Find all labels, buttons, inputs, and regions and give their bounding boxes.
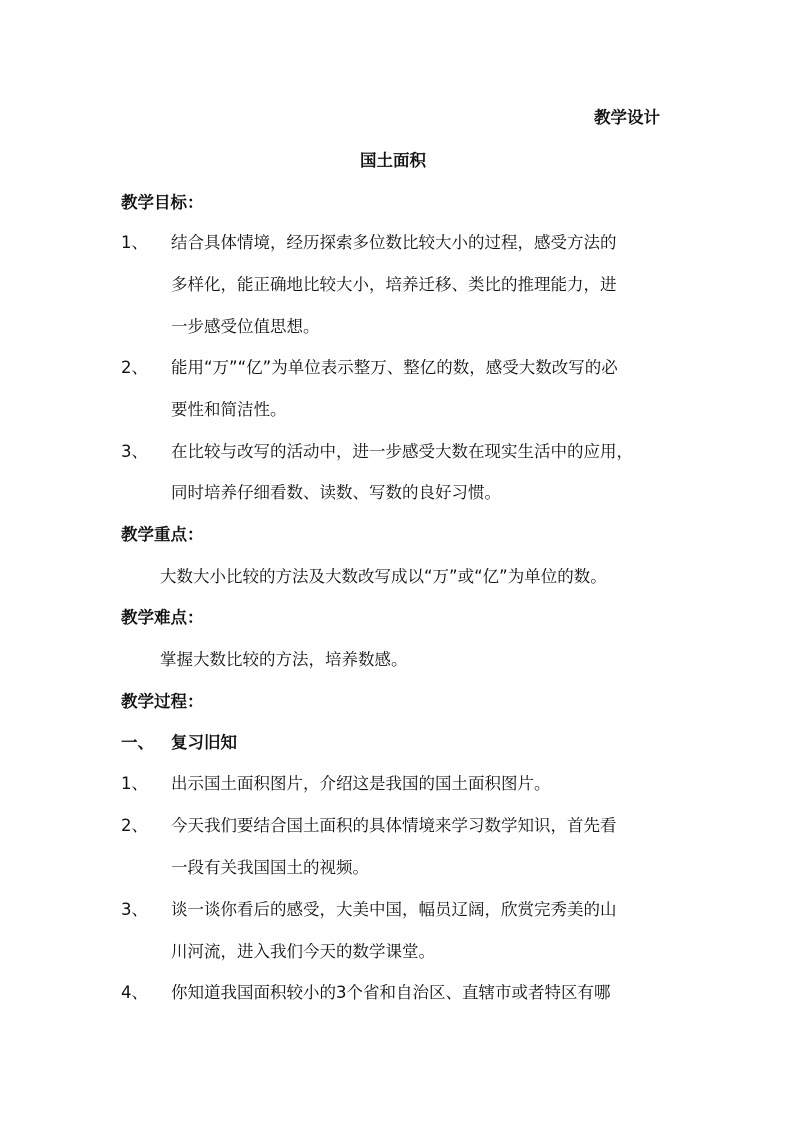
process-text-line: 川河流，进入我们今天的数学课堂。 xyxy=(171,942,435,961)
goal-text-line: 能用“万”“亿”为单位表示整万、整亿的数，感受大数改写的必 xyxy=(171,358,618,377)
difficulties-heading: 教学难点： xyxy=(121,608,204,627)
goal-text-line: 在比较与改写的活动中，进一步感受大数在现实生活中的应用， xyxy=(171,442,633,461)
section-number: 一、 xyxy=(121,733,154,752)
section-title: 复习旧知 xyxy=(171,733,237,752)
process-number: 3、 xyxy=(121,900,148,919)
process-number: 2、 xyxy=(121,816,148,835)
goal-text-line: 结合具体情境，经历探索多位数比较大小的过程，感受方法的 xyxy=(171,233,617,252)
goal-text-line: 多样化，能正确地比较大小，培养迁移、类比的推理能力，进 xyxy=(171,275,617,294)
key-points-text: 大数大小比较的方法及大数改写成以“万”或“亿”为单位的数。 xyxy=(160,567,607,586)
page-title: 国土面积 xyxy=(360,151,426,170)
goals-heading: 教学目标： xyxy=(121,193,204,212)
process-text-line: 谈一谈你看后的感受，大美中国，幅员辽阔，欣赏完秀美的山 xyxy=(171,900,617,919)
goal-number: 2、 xyxy=(121,358,148,377)
goal-text-line: 要性和简洁性。 xyxy=(171,400,287,419)
process-heading: 教学过程： xyxy=(121,692,204,711)
process-text-line: 今天我们要结合国土面积的具体情境来学习数学知识，首先看 xyxy=(171,816,617,835)
goal-number: 3、 xyxy=(121,442,148,461)
doc-label: 教学设计 xyxy=(594,108,660,127)
process-number: 1、 xyxy=(121,774,148,793)
goal-text-line: 同时培养仔细看数、读数、写数的良好习惯。 xyxy=(171,483,501,502)
difficulties-text: 掌握大数比较的方法，培养数感。 xyxy=(160,650,408,669)
process-text-line: 出示国土面积图片，介绍这是我国的国土面积图片。 xyxy=(171,774,551,793)
goal-text-line: 一步感受位值思想。 xyxy=(171,317,320,336)
goal-number: 1、 xyxy=(121,233,148,252)
process-text-line: 你知道我国面积较小的3个省和自治区、直辖市或者特区有哪 xyxy=(171,983,611,1002)
process-number: 4、 xyxy=(121,983,148,1002)
key-points-heading: 教学重点： xyxy=(121,525,204,544)
process-text-line: 一段有关我国国土的视频。 xyxy=(171,858,369,877)
